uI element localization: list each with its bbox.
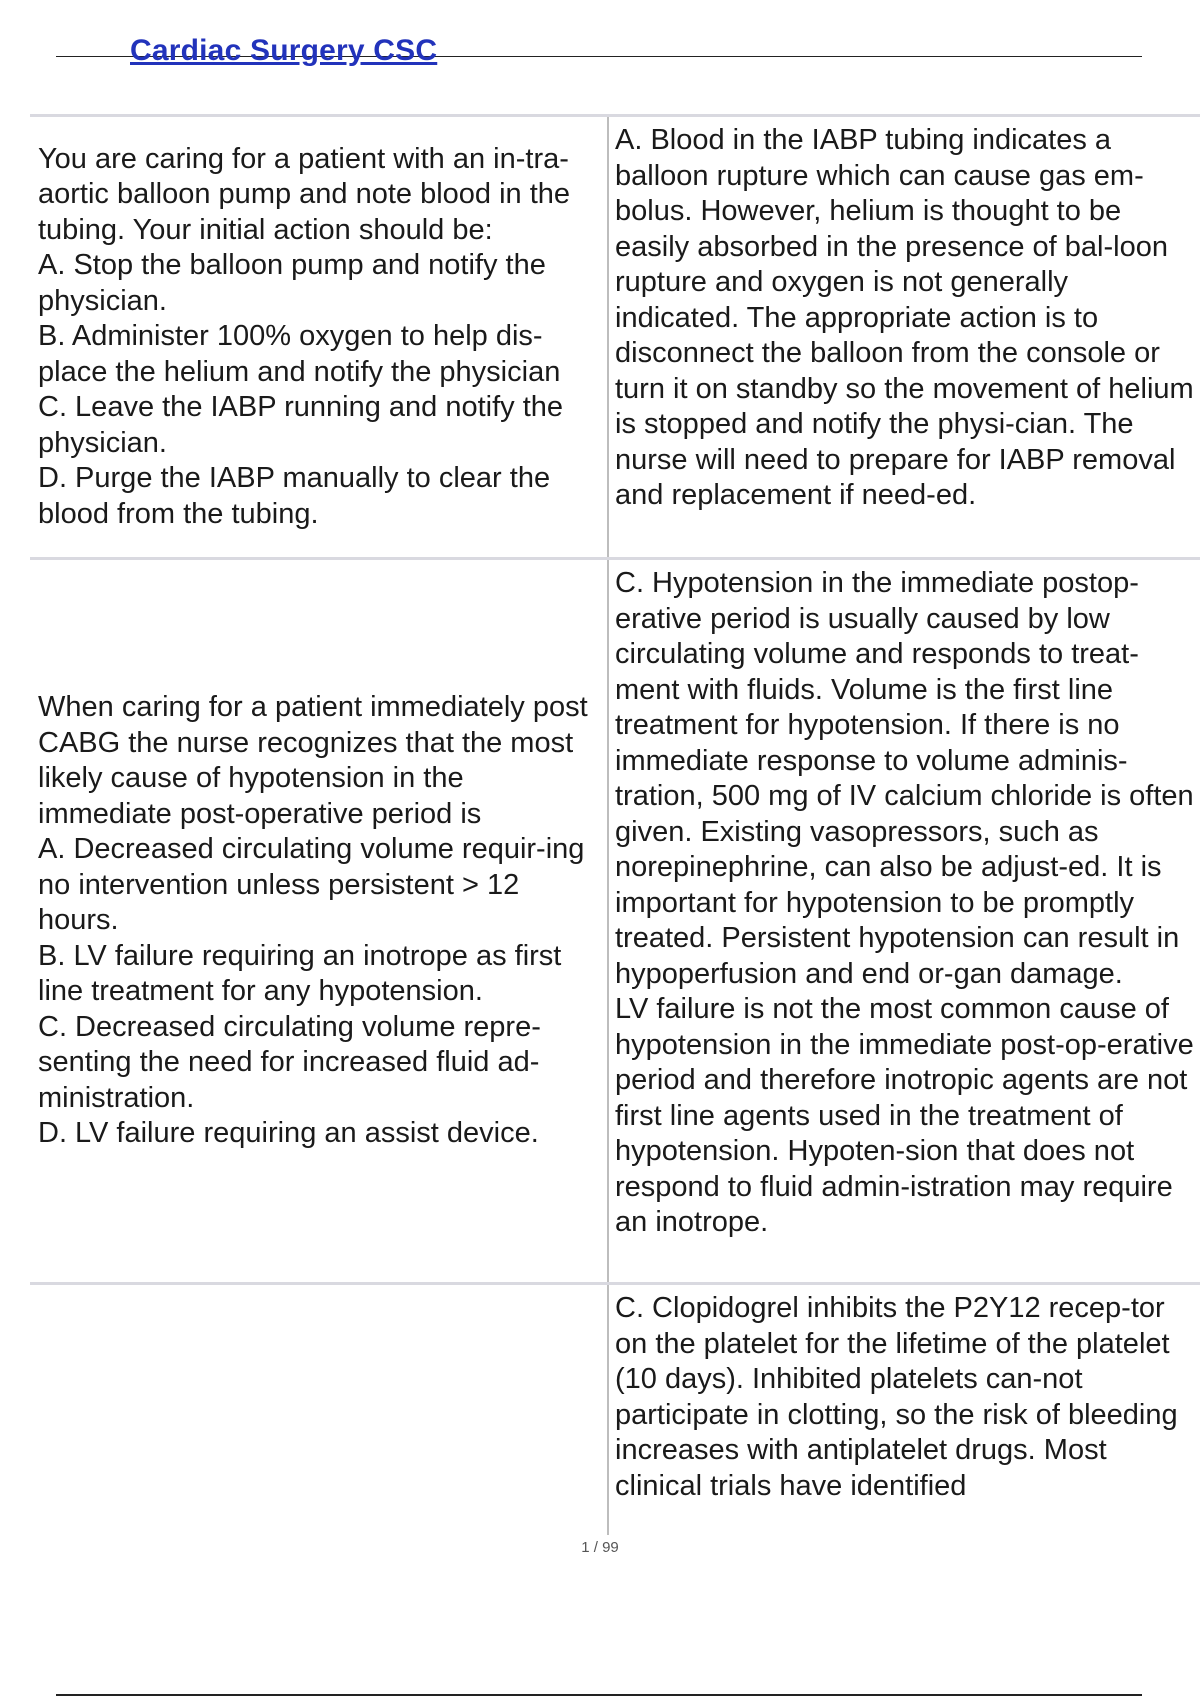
answer-option: A. Stop the balloon pump and notify the physician. [38, 249, 546, 317]
answer-option: C. Decreased circulating volume repre-senting the need for increased fluid ad-ministration. [38, 1010, 541, 1114]
question-stem: When caring for a patient immediately post CABG the nurse recognizes that the most likely cause of hypotension in the immediate post-operative period is [38, 691, 588, 830]
answer-option: C. Leave the IABP running and notify the physician. [38, 391, 564, 459]
answer-explanation: C. Clopidogrel inhibits the P2Y12 recep-tor on the platelet for the lifetime of the platelet (10 days). Inhibited platelets can-not participate in clotting, so the risk of bleeding increases with antiplatelet drugs. Most clinical trials have identified [615, 1292, 1178, 1502]
answer-cell [607, 1285, 1200, 1535]
answer-option: B. LV failure requiring an inotrope as first line treatment for any hypotension. [38, 939, 562, 1008]
answer-cell [607, 117, 1200, 557]
footer-rule [56, 1694, 1142, 1696]
answer-explanation: A. Blood in the IABP tubing indicates a balloon rupture which can cause gas em-bolus. However, helium is thought to be easily absorbed in the presence of bal-loon rupture and oxygen is not generally indicated. The appropriate action is to disconnect the balloon from the console or turn it on standby so the movement of helium is stopped and notify the physi-cian. The nurse will need to prepare for IABP removal and replacement if need-ed. [615, 124, 1194, 511]
answer-option: D. Purge the IABP manually to clear the blood from the tubing. [38, 462, 551, 530]
answer-explanation: LV failure is not the most common cause of hypotension in the immediate post-op-erative period and therefore inotropic agents are not first line agents used in the treatment of hypotension. Hypoten-sion that does not respond to fluid admin-istration may require an inotrope. [615, 993, 1194, 1238]
answer-explanation: C. Hypotension in the immediate postop-erative period is usually caused by low circulating volume and responds to treat-ment with fluids. Volume is the first line treatment for hypotension. If there is no immediate response to volume adminis-tration, 500 mg of IV calcium chloride is often given. Existing vasopressors, such as norepinephrine, can also be adjust-ed. It is important for hypotension to be promptly treated. Persistent hypotension can result in hypoperfusion and end or-gan damage. [615, 567, 1194, 990]
flashcard [30, 114, 1200, 557]
answer-option: D. LV failure requiring an assist device. [38, 1117, 539, 1150]
flashcard [30, 557, 1200, 1282]
page-indicator: 1 / 99 [581, 1539, 619, 1556]
answer-option: B. Administer 100% oxygen to help dis-place the helium and notify the physician [38, 320, 561, 388]
page-header [56, 30, 1142, 67]
question-cell [30, 117, 607, 557]
answer-option: A. Decreased circulating volume requir-ing no intervention unless persistent > 12 hours. [38, 833, 585, 937]
document-title: Cardiac Surgery CSC [130, 34, 438, 67]
question-cell [30, 560, 607, 1282]
answer-cell [607, 560, 1200, 1282]
flashcard [30, 1282, 1200, 1535]
question-stem: You are caring for a patient with an in-tra-aortic balloon pump and note blood in the tubing. Your initial action should be: [38, 142, 571, 246]
question-cell [30, 1285, 607, 1535]
flashcard-list [30, 114, 1200, 1535]
